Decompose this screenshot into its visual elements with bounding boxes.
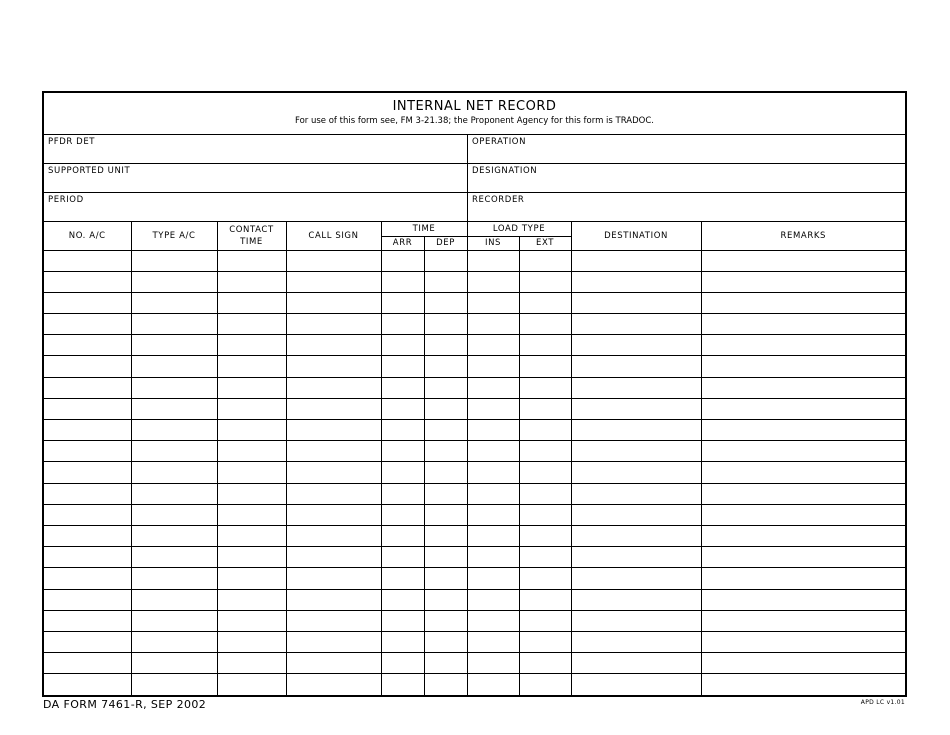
cell-dep[interactable] xyxy=(424,547,467,568)
cell-contact-time[interactable] xyxy=(217,314,286,335)
cell-destination[interactable] xyxy=(571,292,701,313)
cell-remarks[interactable] xyxy=(701,525,905,546)
info-row-1 xyxy=(44,135,905,164)
cell-contact-time[interactable] xyxy=(217,398,286,419)
cell-dep[interactable] xyxy=(424,483,467,504)
cell-no-ac[interactable] xyxy=(44,377,131,398)
cell-arr[interactable] xyxy=(381,525,424,546)
cell-remarks[interactable] xyxy=(701,589,905,610)
cell-type-ac[interactable] xyxy=(131,610,217,631)
col-header-arr: ARR xyxy=(381,236,424,250)
cell-contact-time[interactable] xyxy=(217,335,286,356)
internal-net-record-form xyxy=(42,91,907,697)
cell-no-ac[interactable] xyxy=(44,441,131,462)
table-row xyxy=(44,356,905,377)
cell-arr[interactable] xyxy=(381,250,424,271)
cell-dep[interactable] xyxy=(424,441,467,462)
cell-dep[interactable] xyxy=(424,356,467,377)
cell-destination[interactable] xyxy=(571,610,701,631)
cell-dep[interactable] xyxy=(424,377,467,398)
cell-call-sign[interactable] xyxy=(286,631,381,652)
cell-destination[interactable] xyxy=(571,674,701,695)
cell-ext[interactable] xyxy=(519,631,571,652)
cell-remarks[interactable] xyxy=(701,631,905,652)
cell-ext[interactable] xyxy=(519,441,571,462)
cell-type-ac[interactable] xyxy=(131,335,217,356)
cell-no-ac[interactable] xyxy=(44,674,131,695)
table-row xyxy=(44,398,905,419)
table-row xyxy=(44,631,905,652)
cell-contact-time[interactable] xyxy=(217,420,286,441)
cell-no-ac[interactable] xyxy=(44,483,131,504)
cell-contact-time[interactable] xyxy=(217,674,286,695)
col-header-load-type: LOAD TYPE xyxy=(467,222,571,236)
cell-no-ac[interactable] xyxy=(44,335,131,356)
record-table xyxy=(44,222,905,695)
table-row xyxy=(44,377,905,398)
cell-dep[interactable] xyxy=(424,314,467,335)
cell-remarks[interactable] xyxy=(701,314,905,335)
cell-type-ac[interactable] xyxy=(131,483,217,504)
cell-no-ac[interactable] xyxy=(44,568,131,589)
pfdr-det-field[interactable] xyxy=(44,135,468,163)
form-number: DA FORM 7461-R, SEP 2002 xyxy=(43,698,207,711)
cell-ext[interactable] xyxy=(519,356,571,377)
cell-type-ac[interactable] xyxy=(131,674,217,695)
cell-contact-time[interactable] xyxy=(217,525,286,546)
cell-remarks[interactable] xyxy=(701,377,905,398)
cell-arr[interactable] xyxy=(381,504,424,525)
cell-ext[interactable] xyxy=(519,292,571,313)
cell-ext[interactable] xyxy=(519,335,571,356)
cell-no-ac[interactable] xyxy=(44,356,131,377)
cell-arr[interactable] xyxy=(381,653,424,674)
cell-remarks[interactable] xyxy=(701,610,905,631)
cell-ins[interactable] xyxy=(467,483,519,504)
cell-ins[interactable] xyxy=(467,335,519,356)
cell-call-sign[interactable] xyxy=(286,356,381,377)
cell-call-sign[interactable] xyxy=(286,314,381,335)
cell-destination[interactable] xyxy=(571,568,701,589)
cell-arr[interactable] xyxy=(381,674,424,695)
cell-contact-time[interactable] xyxy=(217,589,286,610)
cell-contact-time[interactable] xyxy=(217,292,286,313)
col-header-destination: DESTINATION xyxy=(571,222,701,250)
cell-ins[interactable] xyxy=(467,441,519,462)
cell-call-sign[interactable] xyxy=(286,292,381,313)
cell-remarks[interactable] xyxy=(701,441,905,462)
cell-arr[interactable] xyxy=(381,335,424,356)
cell-type-ac[interactable] xyxy=(131,271,217,292)
table-row xyxy=(44,610,905,631)
col-header-call-sign: CALL SIGN xyxy=(286,222,381,250)
cell-call-sign[interactable] xyxy=(286,441,381,462)
cell-no-ac[interactable] xyxy=(44,271,131,292)
cell-no-ac[interactable] xyxy=(44,398,131,419)
cell-contact-time[interactable] xyxy=(217,653,286,674)
info-row-3 xyxy=(44,193,905,222)
period-field[interactable] xyxy=(44,193,468,221)
cell-type-ac[interactable] xyxy=(131,547,217,568)
cell-remarks[interactable] xyxy=(701,420,905,441)
cell-destination[interactable] xyxy=(571,398,701,419)
cell-contact-time[interactable] xyxy=(217,568,286,589)
cell-arr[interactable] xyxy=(381,271,424,292)
cell-ext[interactable] xyxy=(519,483,571,504)
cell-ins[interactable] xyxy=(467,674,519,695)
cell-remarks[interactable] xyxy=(701,271,905,292)
cell-dep[interactable] xyxy=(424,653,467,674)
cell-ins[interactable] xyxy=(467,504,519,525)
cell-arr[interactable] xyxy=(381,462,424,483)
cell-no-ac[interactable] xyxy=(44,250,131,271)
cell-contact-time[interactable] xyxy=(217,250,286,271)
cell-remarks[interactable] xyxy=(701,250,905,271)
cell-call-sign[interactable] xyxy=(286,420,381,441)
cell-type-ac[interactable] xyxy=(131,398,217,419)
col-header-remarks: REMARKS xyxy=(701,222,905,250)
cell-ins[interactable] xyxy=(467,525,519,546)
cell-dep[interactable] xyxy=(424,420,467,441)
table-row xyxy=(44,504,905,525)
recorder-field[interactable] xyxy=(468,193,905,221)
cell-call-sign[interactable] xyxy=(286,377,381,398)
cell-destination[interactable] xyxy=(571,589,701,610)
cell-ins[interactable] xyxy=(467,462,519,483)
cell-contact-time[interactable] xyxy=(217,631,286,652)
col-header-type-ac: TYPE A/C xyxy=(131,222,217,250)
table-row xyxy=(44,314,905,335)
cell-arr[interactable] xyxy=(381,483,424,504)
cell-destination[interactable] xyxy=(571,250,701,271)
cell-ins[interactable] xyxy=(467,589,519,610)
table-row xyxy=(44,589,905,610)
cell-remarks[interactable] xyxy=(701,568,905,589)
cell-arr[interactable] xyxy=(381,314,424,335)
cell-ext[interactable] xyxy=(519,271,571,292)
cell-contact-time[interactable] xyxy=(217,504,286,525)
cell-ext[interactable] xyxy=(519,314,571,335)
cell-destination[interactable] xyxy=(571,377,701,398)
cell-call-sign[interactable] xyxy=(286,250,381,271)
cell-remarks[interactable] xyxy=(701,398,905,419)
table-row xyxy=(44,483,905,504)
cell-no-ac[interactable] xyxy=(44,314,131,335)
cell-contact-time[interactable] xyxy=(217,547,286,568)
cell-call-sign[interactable] xyxy=(286,674,381,695)
cell-contact-time[interactable] xyxy=(217,610,286,631)
cell-no-ac[interactable] xyxy=(44,589,131,610)
cell-type-ac[interactable] xyxy=(131,589,217,610)
cell-arr[interactable] xyxy=(381,568,424,589)
pfdr-det-label: PFDR DET xyxy=(48,137,96,147)
cell-no-ac[interactable] xyxy=(44,504,131,525)
cell-arr[interactable] xyxy=(381,441,424,462)
cell-ext[interactable] xyxy=(519,568,571,589)
cell-remarks[interactable] xyxy=(701,547,905,568)
cell-contact-time[interactable] xyxy=(217,462,286,483)
cell-type-ac[interactable] xyxy=(131,441,217,462)
cell-call-sign[interactable] xyxy=(286,398,381,419)
cell-remarks[interactable] xyxy=(701,335,905,356)
cell-dep[interactable] xyxy=(424,335,467,356)
cell-ins[interactable] xyxy=(467,420,519,441)
cell-ins[interactable] xyxy=(467,610,519,631)
cell-dep[interactable] xyxy=(424,525,467,546)
operation-field[interactable] xyxy=(468,135,905,163)
cell-no-ac[interactable] xyxy=(44,631,131,652)
cell-dep[interactable] xyxy=(424,250,467,271)
cell-type-ac[interactable] xyxy=(131,420,217,441)
form-header xyxy=(44,93,905,135)
cell-call-sign[interactable] xyxy=(286,271,381,292)
cell-no-ac[interactable] xyxy=(44,525,131,546)
cell-contact-time[interactable] xyxy=(217,483,286,504)
cell-contact-time[interactable] xyxy=(217,441,286,462)
col-header-ins: INS xyxy=(467,236,519,250)
cell-type-ac[interactable] xyxy=(131,462,217,483)
cell-type-ac[interactable] xyxy=(131,631,217,652)
cell-type-ac[interactable] xyxy=(131,250,217,271)
cell-call-sign[interactable] xyxy=(286,610,381,631)
cell-ext[interactable] xyxy=(519,377,571,398)
cell-destination[interactable] xyxy=(571,653,701,674)
cell-ext[interactable] xyxy=(519,610,571,631)
cell-dep[interactable] xyxy=(424,504,467,525)
record-table-body xyxy=(44,250,905,695)
designation-label: DESIGNATION xyxy=(472,166,538,176)
table-row xyxy=(44,568,905,589)
cell-dep[interactable] xyxy=(424,631,467,652)
cell-no-ac[interactable] xyxy=(44,610,131,631)
table-row xyxy=(44,335,905,356)
form-title: INTERNAL NET RECORD xyxy=(392,99,557,114)
table-row xyxy=(44,653,905,674)
cell-ext[interactable] xyxy=(519,525,571,546)
cell-destination[interactable] xyxy=(571,547,701,568)
cell-arr[interactable] xyxy=(381,292,424,313)
cell-dep[interactable] xyxy=(424,568,467,589)
col-header-time: TIME xyxy=(381,222,467,236)
cell-dep[interactable] xyxy=(424,462,467,483)
cell-remarks[interactable] xyxy=(701,653,905,674)
cell-destination[interactable] xyxy=(571,335,701,356)
cell-arr[interactable] xyxy=(381,589,424,610)
cell-arr[interactable] xyxy=(381,420,424,441)
cell-no-ac[interactable] xyxy=(44,292,131,313)
cell-dep[interactable] xyxy=(424,589,467,610)
cell-ins[interactable] xyxy=(467,292,519,313)
cell-no-ac[interactable] xyxy=(44,653,131,674)
form-version: APD LC v1.01 xyxy=(860,699,905,706)
cell-destination[interactable] xyxy=(571,441,701,462)
cell-remarks[interactable] xyxy=(701,292,905,313)
cell-ins[interactable] xyxy=(467,314,519,335)
cell-type-ac[interactable] xyxy=(131,504,217,525)
cell-arr[interactable] xyxy=(381,631,424,652)
cell-type-ac[interactable] xyxy=(131,292,217,313)
cell-type-ac[interactable] xyxy=(131,568,217,589)
table-row xyxy=(44,462,905,483)
cell-arr[interactable] xyxy=(381,547,424,568)
designation-field[interactable] xyxy=(468,164,905,192)
cell-arr[interactable] xyxy=(381,356,424,377)
cell-arr[interactable] xyxy=(381,398,424,419)
cell-dep[interactable] xyxy=(424,292,467,313)
cell-call-sign[interactable] xyxy=(286,568,381,589)
cell-dep[interactable] xyxy=(424,271,467,292)
cell-call-sign[interactable] xyxy=(286,462,381,483)
col-header-no-ac: NO. A/C xyxy=(44,222,131,250)
cell-ins[interactable] xyxy=(467,356,519,377)
cell-ext[interactable] xyxy=(519,420,571,441)
col-header-contact-time: CONTACT TIME xyxy=(217,222,286,250)
cell-ext[interactable] xyxy=(519,674,571,695)
cell-destination[interactable] xyxy=(571,631,701,652)
cell-destination[interactable] xyxy=(571,483,701,504)
cell-destination[interactable] xyxy=(571,462,701,483)
cell-destination[interactable] xyxy=(571,356,701,377)
table-row xyxy=(44,441,905,462)
cell-dep[interactable] xyxy=(424,398,467,419)
cell-call-sign[interactable] xyxy=(286,525,381,546)
cell-type-ac[interactable] xyxy=(131,525,217,546)
cell-no-ac[interactable] xyxy=(44,420,131,441)
cell-destination[interactable] xyxy=(571,525,701,546)
form-subtitle: For use of this form see, FM 3-21.38; the Proponent Agency for this form is TRADOC. xyxy=(294,116,654,126)
supported-unit-label: SUPPORTED UNIT xyxy=(48,166,131,176)
cell-destination[interactable] xyxy=(571,271,701,292)
cell-remarks[interactable] xyxy=(701,462,905,483)
cell-no-ac[interactable] xyxy=(44,547,131,568)
info-row-2 xyxy=(44,164,905,193)
table-row xyxy=(44,674,905,695)
cell-ext[interactable] xyxy=(519,398,571,419)
cell-call-sign[interactable] xyxy=(286,547,381,568)
cell-remarks[interactable] xyxy=(701,483,905,504)
table-row xyxy=(44,547,905,568)
cell-destination[interactable] xyxy=(571,504,701,525)
cell-contact-time[interactable] xyxy=(217,377,286,398)
cell-call-sign[interactable] xyxy=(286,589,381,610)
cell-ext[interactable] xyxy=(519,250,571,271)
table-row xyxy=(44,292,905,313)
cell-call-sign[interactable] xyxy=(286,504,381,525)
table-row xyxy=(44,420,905,441)
cell-type-ac[interactable] xyxy=(131,314,217,335)
cell-ext[interactable] xyxy=(519,462,571,483)
cell-arr[interactable] xyxy=(381,377,424,398)
table-row xyxy=(44,271,905,292)
cell-ins[interactable] xyxy=(467,250,519,271)
cell-ins[interactable] xyxy=(467,377,519,398)
cell-ext[interactable] xyxy=(519,547,571,568)
cell-ins[interactable] xyxy=(467,653,519,674)
cell-ins[interactable] xyxy=(467,547,519,568)
period-label: PERIOD xyxy=(48,195,84,205)
recorder-label: RECORDER xyxy=(472,195,525,205)
supported-unit-field[interactable] xyxy=(44,164,468,192)
cell-arr[interactable] xyxy=(381,610,424,631)
cell-dep[interactable] xyxy=(424,610,467,631)
cell-destination[interactable] xyxy=(571,420,701,441)
cell-type-ac[interactable] xyxy=(131,377,217,398)
cell-contact-time[interactable] xyxy=(217,356,286,377)
cell-type-ac[interactable] xyxy=(131,356,217,377)
cell-ins[interactable] xyxy=(467,631,519,652)
operation-label: OPERATION xyxy=(472,137,527,147)
cell-call-sign[interactable] xyxy=(286,653,381,674)
cell-destination[interactable] xyxy=(571,314,701,335)
cell-ins[interactable] xyxy=(467,398,519,419)
cell-dep[interactable] xyxy=(424,674,467,695)
cell-ext[interactable] xyxy=(519,504,571,525)
cell-contact-time[interactable] xyxy=(217,271,286,292)
col-header-ext: EXT xyxy=(519,236,571,250)
cell-remarks[interactable] xyxy=(701,504,905,525)
cell-ext[interactable] xyxy=(519,653,571,674)
cell-no-ac[interactable] xyxy=(44,462,131,483)
table-row xyxy=(44,250,905,271)
cell-ext[interactable] xyxy=(519,589,571,610)
cell-type-ac[interactable] xyxy=(131,653,217,674)
cell-remarks[interactable] xyxy=(701,674,905,695)
table-row xyxy=(44,525,905,546)
cell-call-sign[interactable] xyxy=(286,483,381,504)
cell-remarks[interactable] xyxy=(701,356,905,377)
col-header-dep: DEP xyxy=(424,236,467,250)
cell-call-sign[interactable] xyxy=(286,335,381,356)
cell-ins[interactable] xyxy=(467,271,519,292)
cell-ins[interactable] xyxy=(467,568,519,589)
